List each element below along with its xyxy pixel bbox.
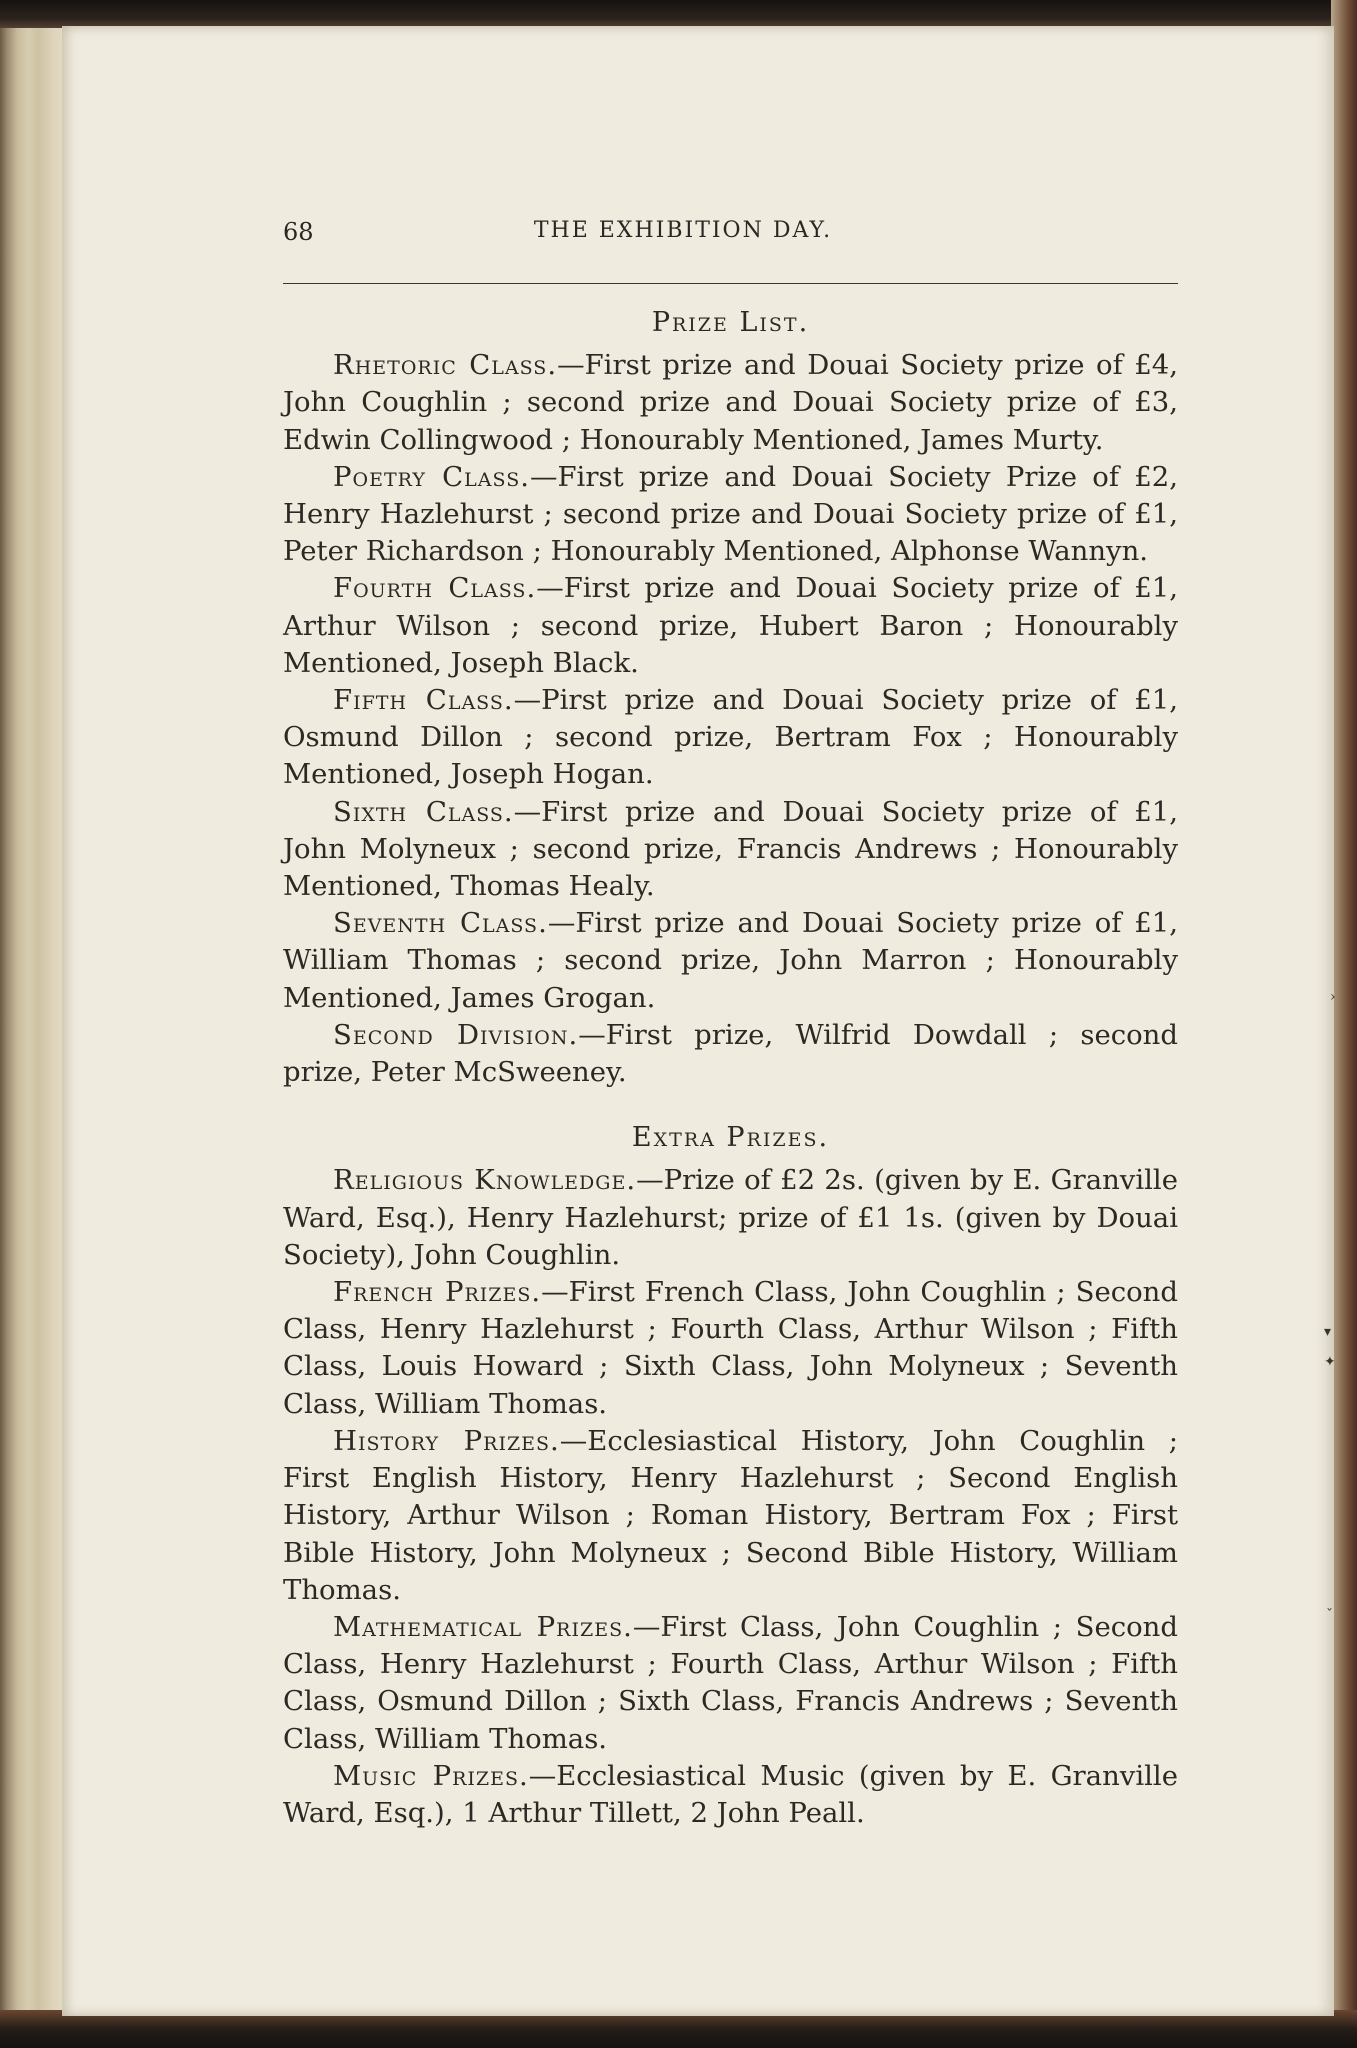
entry-text: —First prize and Douai Society Prize of £2, Henry Hazlehurst ; second prize and Douai Society prize of £1, Peter Richardson ; Honourably Mentioned, Alphonse Wannyn.: [283, 460, 1178, 568]
scan-speck: ˇ: [1326, 1607, 1333, 1623]
entry-text: —Ecclesiastical Music (given by E. Granville Ward, Esq.), 1 Arthur Tillett, 2 John Peall.: [283, 1759, 1178, 1829]
entry-lead: Poetry Class.: [333, 460, 530, 493]
entry-text: —Pirst prize and Douai Society prize of £1, Osmund Dillon ; second prize, Bertram Fox ; Honourably Mentioned, Joseph Hogan.: [283, 684, 1178, 791]
entry-french-prizes: [283, 1274, 1178, 1423]
entry-fourth-class: [283, 570, 1178, 682]
entry-second-division: [283, 1017, 1178, 1091]
entry-lead: Sixth Class.: [333, 795, 514, 828]
header-rule: [283, 283, 1178, 284]
entry-seventh-class: [283, 905, 1178, 1017]
entry-mathematical-prizes: [283, 1609, 1178, 1758]
scan-speck: ›: [1330, 989, 1336, 1005]
entry-lead: Music Prizes.: [333, 1759, 529, 1792]
scan-speck: ✦: [1324, 1354, 1336, 1370]
page-body: [283, 300, 1178, 1832]
running-title: THE EXHIBITION DAY.: [533, 218, 833, 243]
section-heading-prize-list: Prize List.: [651, 307, 810, 338]
entry-sixth-class: [283, 794, 1178, 906]
page-number: 68: [283, 218, 314, 246]
entry-text: —First prize and Douai Society prize of £1, Arthur Wilson ; second prize, Hubert Baron ; Honourably Mentioned, Joseph Black.: [283, 572, 1178, 679]
book-page-edges-left: [0, 28, 70, 2018]
entry-text: —Ecclesiastical History, John Coughlin ; First English History, Henry Hazlehurst ; Second English History, Arthur Wilson ; Roman History, Bertram Fox ; First Bible History, John Molyneux ; Second Bible History, William Thomas.: [283, 1424, 1178, 1606]
entry-text: —First prize, Wilfrid Dowdall ; second prize, Peter McSweeney.: [283, 1018, 1179, 1089]
entry-poetry-class: [283, 459, 1178, 571]
entry-fifth-class: [283, 682, 1178, 794]
entry-text: —Prize of £2 2s. (given by E. Granville Ward, Esq.), Henry Hazlehurst; prize of £1 1s. (given by Douai Society), John Coughlin.: [283, 1164, 1178, 1271]
entry-music-prizes: [283, 1758, 1178, 1832]
entry-text: —First Class, John Coughlin ; Second Class, Henry Hazlehurst ; Fourth Class, Arthur Wilson ; Fifth Class, Osmund Dillon ; Sixth Class, Francis Andrews ; Seventh Class, William Thomas.: [283, 1610, 1178, 1755]
entry-rhetoric-class: [283, 347, 1178, 459]
scan-speck: ▾: [1324, 1324, 1332, 1340]
entry-lead: Fifth Class.: [333, 684, 514, 717]
entry-text: —First prize and Douai Society prize of £4, John Coughlin ; second prize and Douai Society prize of £3, Edwin Collingwood ; Honourably Mentioned, James Murty.: [283, 349, 1178, 456]
entry-lead: Religious Knowledge.: [333, 1164, 637, 1197]
entry-lead: Fourth Class.: [333, 572, 537, 605]
entry-lead: Mathematical Prizes.: [333, 1610, 633, 1643]
entry-lead: Rhetoric Class.: [333, 349, 558, 382]
running-head: [283, 218, 1178, 258]
section-heading-extra-prizes: Extra Prizes.: [631, 1122, 830, 1154]
entry-lead: French Prizes.: [333, 1276, 542, 1309]
entry-lead: Second Division.: [333, 1018, 579, 1051]
entry-text: —First prize and Douai Society prize of £1, John Molyneux ; second prize, Francis Andrews ; Honourably Mentioned, Thomas Healy.: [283, 795, 1178, 903]
entry-text: —First prize and Douai Society prize of £1, William Thomas ; second prize, John Marron ; Honourably Mentioned, James Grogan.: [283, 907, 1178, 1014]
entry-text: —First French Class, John Coughlin ; Second Class, Henry Hazlehurst ; Fourth Class, Arthur Wilson ; Fifth Class, Louis Howard ; Sixth Class, John Molyneux ; Seventh Class, William Thomas.: [283, 1276, 1179, 1420]
entry-lead: History Prizes.: [333, 1424, 560, 1457]
book-cover-edge-right: [1331, 0, 1357, 2048]
entry-religious-knowledge: [283, 1162, 1178, 1274]
entry-lead: Seventh Class.: [333, 907, 548, 940]
entry-history-prizes: [283, 1423, 1178, 1609]
section-gap: [283, 1091, 1178, 1115]
